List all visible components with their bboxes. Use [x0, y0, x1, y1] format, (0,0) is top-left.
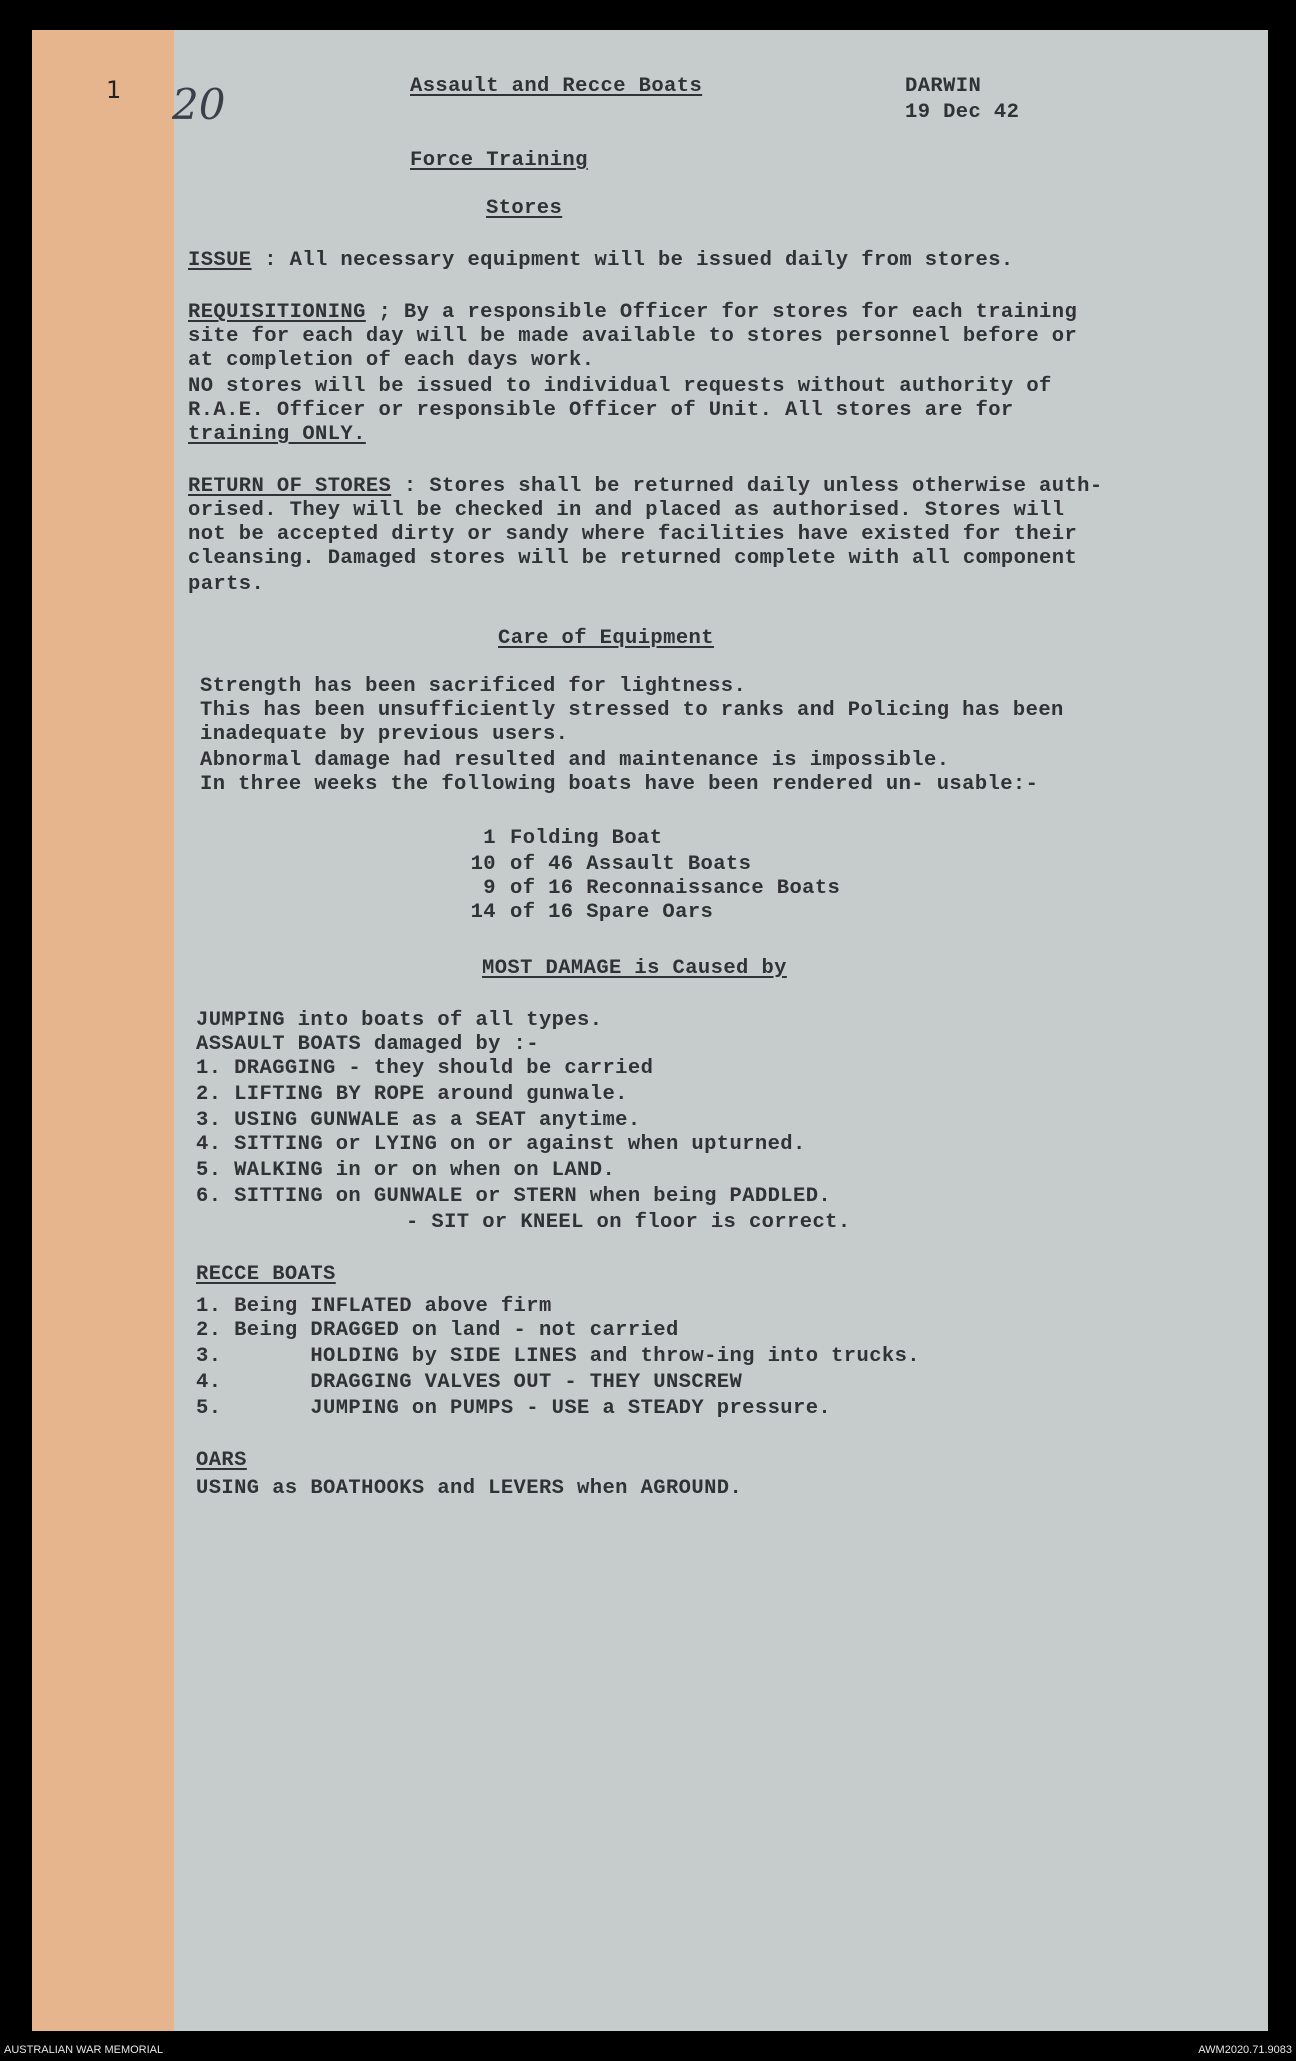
- damage-item: 2. LIFTING BY ROPE around gunwale.: [196, 1083, 628, 1106]
- return-text-1: : Stores shall be returned daily unless otherwise auth-: [391, 475, 1103, 498]
- requisitioning-line-2: site for each day will be made available to stores personnel before or: [188, 325, 1078, 348]
- list-item: [440, 852, 751, 878]
- date-label: 19 Dec 42: [905, 101, 1020, 124]
- requisitioning-line-1: [188, 300, 1077, 326]
- recce-item: 5. JUMPING on PUMPS - USE a STEADY pressure.: [196, 1397, 832, 1420]
- care-line-2: This has been unsufficiently stressed to ranks and Policing has been: [200, 699, 1064, 722]
- issue-label: ISSUE: [188, 249, 252, 272]
- damage-line-2: ASSAULT BOATS damaged by :-: [196, 1033, 539, 1056]
- oars-text: USING as BOATHOOKS and LEVERS when AGROUND.: [196, 1477, 743, 1500]
- list-item-count: 14: [470, 901, 496, 924]
- recce-item: 3. HOLDING by SIDE LINES and throw-ing into trucks.: [196, 1345, 921, 1368]
- recce-item: 1. Being INFLATED above firm: [196, 1295, 552, 1318]
- binding-tape-strip: [32, 30, 174, 2031]
- requisitioning-label: REQUISITIONING: [188, 301, 366, 324]
- list-item-text: of 16 Spare Oars: [510, 901, 714, 924]
- handwritten-folio-number: 20: [172, 80, 226, 129]
- section-heading-stores: Stores: [486, 197, 563, 220]
- list-item: [440, 876, 840, 902]
- damage-line-1: JUMPING into boats of all types.: [196, 1009, 603, 1032]
- footer-credit: AUSTRALIAN WAR MEMORIAL: [4, 2044, 164, 2056]
- list-item: [440, 826, 662, 852]
- damage-item: 3. USING GUNWALE as a SEAT anytime.: [196, 1109, 641, 1132]
- oars-heading: OARS: [196, 1449, 247, 1472]
- recce-item: 4. DRAGGING VALVES OUT - THEY UNSCREW: [196, 1371, 743, 1394]
- care-heading: Care of Equipment: [498, 627, 714, 650]
- list-item-count: 1: [483, 827, 496, 850]
- damage-item: 4. SITTING or LYING on or against when upturned.: [196, 1133, 806, 1156]
- subtitle: Force Training: [410, 149, 588, 172]
- requisitioning-line-6: training ONLY.: [188, 423, 366, 446]
- footer-accession-number: AWM2020.71.9083: [1198, 2044, 1292, 2056]
- return-line-3: not be accepted dirty or sandy where facilities have existed for their: [188, 523, 1078, 546]
- return-line-5: parts.: [188, 573, 265, 596]
- recce-item: 2. Being DRAGGED on land - not carried: [196, 1319, 679, 1342]
- list-item-count: 10: [470, 853, 496, 876]
- return-line-1: [188, 474, 1103, 500]
- damage-item: 1. DRAGGING - they should be carried: [196, 1057, 654, 1080]
- list-item-text: of 46 Assault Boats: [510, 853, 752, 876]
- care-line-1: Strength has been sacrificed for lightness.: [200, 675, 747, 698]
- margin-mark: 1: [106, 76, 122, 104]
- list-item-count: 9: [483, 877, 496, 900]
- return-label: RETURN OF STORES: [188, 475, 392, 498]
- requisitioning-text-1: ; By a responsible Officer for stores for each training: [365, 301, 1078, 324]
- recce-heading: RECCE BOATS: [196, 1263, 336, 1286]
- damage-item: 6. SITTING on GUNWALE or STERN when being PADDLED.: [196, 1185, 832, 1208]
- issue-text: : All necessary equipment will be issued daily from stores.: [251, 249, 1014, 272]
- location-label: DARWIN: [905, 75, 982, 98]
- care-line-3: inadequate by previous users.: [200, 723, 569, 746]
- care-line-4: Abnormal damage had resulted and maintenance is impossible.: [200, 749, 950, 772]
- damage-correct-note: - SIT or KNEEL on floor is correct.: [406, 1211, 851, 1234]
- care-line-5: In three weeks the following boats have been rendered un- usable:-: [200, 773, 1039, 796]
- requisitioning-line-4: NO stores will be issued to individual requests without authority of: [188, 375, 1052, 398]
- damage-heading: MOST DAMAGE is Caused by: [482, 957, 787, 980]
- list-item-text: Folding Boat: [510, 827, 663, 850]
- issue-paragraph: [188, 248, 1014, 274]
- document-title: Assault and Recce Boats: [410, 75, 703, 98]
- list-item: [440, 900, 713, 926]
- requisitioning-line-3: at completion of each days work.: [188, 349, 595, 372]
- return-line-4: cleansing. Damaged stores will be returned complete with all component: [188, 547, 1078, 570]
- requisitioning-line-5: R.A.E. Officer or responsible Officer of Unit. All stores are for: [188, 399, 1014, 422]
- damage-item: 5. WALKING in or on when on LAND.: [196, 1159, 616, 1182]
- list-item-text: of 16 Reconnaissance Boats: [510, 877, 841, 900]
- return-line-2: orised. They will be checked in and placed as authorised. Stores will: [188, 499, 1065, 522]
